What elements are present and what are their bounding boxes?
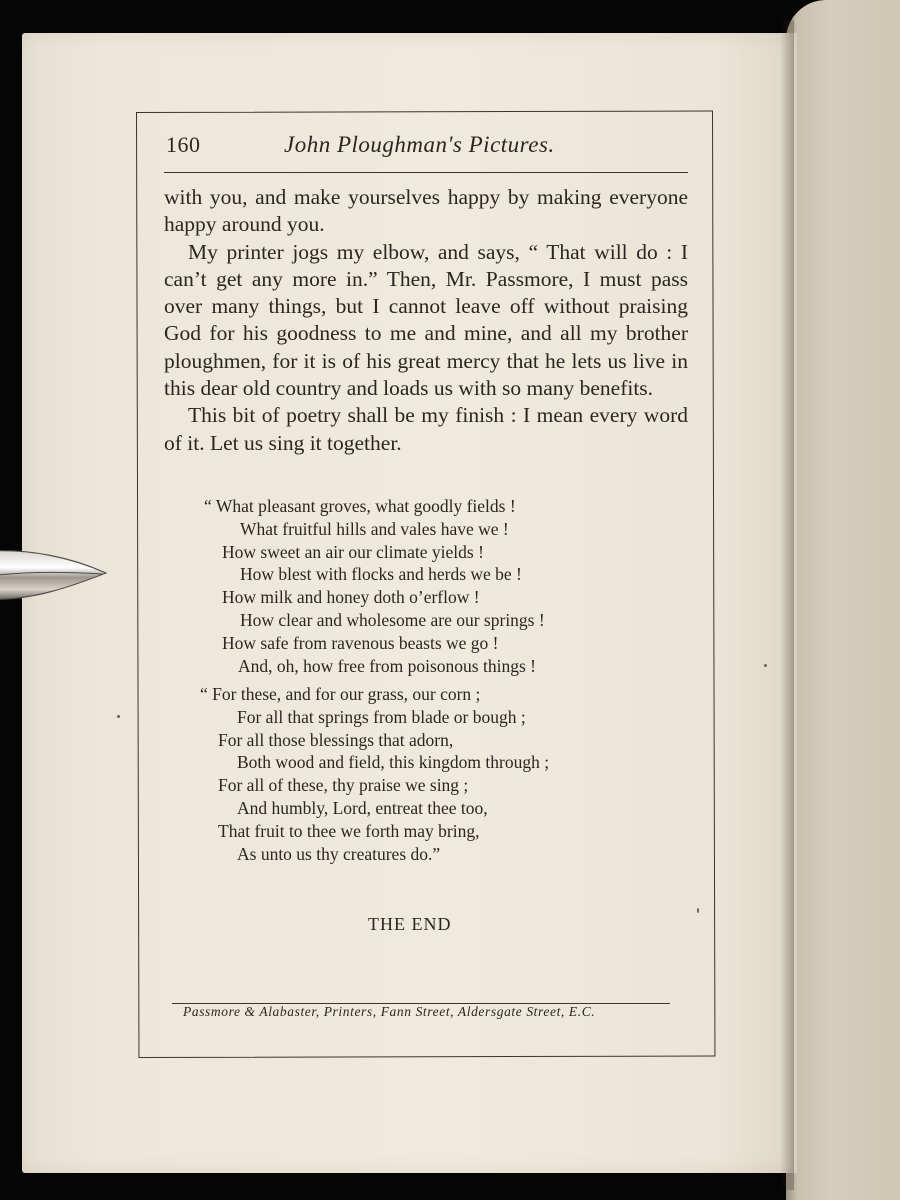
poem-line: For all that springs from blade or bough ;: [237, 706, 526, 727]
poem-line: And humbly, Lord, entreat thee too,: [237, 797, 488, 818]
poem-stanza-2: [200, 683, 549, 865]
page-header: [164, 132, 688, 164]
poem-line: How safe from ravenous beasts we go !: [222, 632, 499, 653]
poem-line: Both wood and field, this kingdom through ;: [237, 752, 550, 773]
running-title: John Ploughman's Pictures.: [284, 132, 555, 157]
page-number: 160: [166, 132, 201, 157]
adjacent-page-edge: [786, 0, 900, 1200]
paper-speck: [764, 664, 767, 667]
paragraph-continued: with you, and make yourselves happy by making everyone happy around you.: [164, 185, 688, 237]
poem-line: How sweet an air our climate yields !: [222, 541, 484, 562]
poem-line: How blest with flocks and herds we be !: [240, 564, 522, 585]
poem-line: And, oh, how free from poisonous things !: [238, 655, 536, 676]
poem-line: How milk and honey doth o’erflow !: [222, 587, 480, 608]
paragraph-poetry-intro: This bit of poetry shall be my finish : I mean every word of it. Let us sing it together.: [164, 403, 688, 455]
poem-line: For all of these, thy praise we sing ;: [218, 775, 469, 796]
paper-speck: [697, 908, 699, 913]
poem-line: That fruit to thee we forth may bring,: [218, 820, 480, 841]
header-rule: [164, 172, 688, 173]
page-clip-icon: [0, 545, 110, 605]
poem-line: How clear and wholesome are our springs !: [240, 609, 545, 630]
printer-imprint: Passmore & Alabaster, Printers, Fann Street, Aldersgate Street, E.C.: [183, 1004, 596, 1019]
gutter-shadow: [780, 20, 794, 1190]
metal-page-clip: [0, 545, 110, 610]
body-text: [164, 184, 688, 457]
poem-stanza-1: [204, 495, 545, 677]
poem-line: For all those blessings that adorn,: [218, 729, 454, 750]
paragraph-printer: My printer jogs my elbow, and says, “ That will do : I can’t get any more in.” Then, Mr. Passmore, I must pass over many things, but I cannot leave off without praising God for his goodness to me and mine, and all my brother ploughmen, for it is of his great mercy that he lets us live in this dear old country and loads us with so many benefits.: [164, 239, 688, 401]
poem-line: “ What pleasant groves, what goodly fields !: [204, 496, 516, 516]
poem-line: What fruitful hills and vales have we !: [240, 518, 509, 539]
poem-line: As unto us thy creatures do.”: [237, 843, 441, 864]
paper-speck: [117, 715, 120, 718]
the-end: THE END: [368, 914, 452, 934]
poem-line: “ For these, and for our grass, our corn ;: [200, 684, 481, 704]
